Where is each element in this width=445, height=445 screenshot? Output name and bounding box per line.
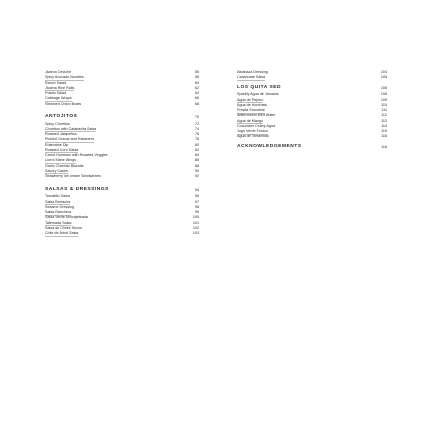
toc-entry-page-number: 64 xyxy=(194,91,199,95)
antojitos-entries xyxy=(45,122,201,180)
toc-entry-page-number: 113 xyxy=(381,118,387,123)
toc-entry-title: Agua de Mango xyxy=(237,118,264,123)
toc-entry-page-number: 76 xyxy=(194,132,199,137)
toc-entry-page-number: 86 xyxy=(194,158,199,163)
toc-entry-title: Albahaca Dressing xyxy=(237,70,268,74)
toc-entry-page-number: 72 xyxy=(194,121,199,126)
toc-entry-title: Jicama Rice Rolls xyxy=(45,85,75,90)
toc-entry-page-number: 56 xyxy=(194,70,199,74)
toc-entry-page-number: 97 xyxy=(194,199,199,204)
section-title: ACKNOWLEDGEMENTS xyxy=(237,144,302,150)
toc-entry[interactable] xyxy=(45,231,201,236)
section-heading-antojitos[interactable] xyxy=(45,113,201,121)
toc-entry[interactable] xyxy=(237,134,389,139)
toc-entry-title: Jugo Verde Fusion xyxy=(237,129,268,134)
toc-entry-title: Garlic Cheddar Biscuits xyxy=(45,163,84,168)
toc-entry-title: Sesame Dressing xyxy=(45,204,75,209)
toc-entry-page-number: 115 xyxy=(381,129,387,134)
toc-entry-title: Edamame Dip xyxy=(45,142,69,147)
toc-right-column xyxy=(237,70,389,152)
toc-entry-title: Savory Cakes xyxy=(45,168,68,173)
toc-entry[interactable] xyxy=(237,75,389,80)
section-heading-acknowledgements[interactable] xyxy=(237,143,389,151)
toc-entry-page-number: 110 xyxy=(381,102,387,107)
toc-entry-title: Salsa Verde Molcajeteada xyxy=(45,215,88,220)
toc-entry-page-number: 100 xyxy=(192,215,199,220)
toc-entry-page-number: 103 xyxy=(192,231,199,236)
toc-entry-title: Cacahuate Salsa xyxy=(237,75,266,80)
toc-entry-page-number: 58 xyxy=(194,75,199,80)
toc-entry-page-number: 84 xyxy=(194,153,199,158)
toc-entry-title: Spicy Churritos xyxy=(45,121,71,126)
toc-entry-page-number: 62 xyxy=(194,85,199,90)
toc-entry-title: Tatemada Salsa xyxy=(45,220,72,225)
toc-entry-page-number: 98 xyxy=(194,204,199,209)
toc-entry-title: Salsa de Chiles Secos xyxy=(45,225,82,230)
left-top-entries xyxy=(45,70,201,107)
toc-entry-page-number: 104 xyxy=(380,70,387,74)
toc-entry-title: Strawberry Ice cream Sandwiches xyxy=(45,174,101,179)
toc-entry-title: Jicama Ceviche xyxy=(45,70,72,74)
toc-entry-title: Salsa Borracha xyxy=(45,199,71,204)
toc-entry-page-number: 68 xyxy=(194,101,199,106)
toc-entry-page-number: 96 xyxy=(194,194,199,199)
toc-entry-page-number: 102 xyxy=(192,225,199,230)
toc-entry-title: Roasted Jalapeños xyxy=(45,132,77,137)
toc-entry-page-number: 60 xyxy=(194,80,199,85)
toc-entry-page-number: 90 xyxy=(194,168,199,173)
toc-entry-title: Watermelon Mint Water xyxy=(237,113,276,118)
toc-entry-page-number: 101 xyxy=(192,220,199,225)
toc-entry-page-number: 108 xyxy=(380,92,387,97)
toc-entry-title: Agua de Pepino xyxy=(237,97,264,102)
toc-entry-page-number: 74 xyxy=(194,126,199,131)
toc-entry-title: Agua de Tamarindo xyxy=(237,134,269,139)
toc-entry-title: Ranch Salad xyxy=(45,80,67,85)
toc-entry-page-number: 88 xyxy=(194,163,199,168)
toc-entry-page-number: 92 xyxy=(194,174,199,179)
toc-entry-title: Cabbage Wraps xyxy=(45,96,72,101)
toc-entry-page-number: 114 xyxy=(381,123,387,128)
toc-entry-title: Carrot Hummus with Roasted Veggies xyxy=(45,153,108,158)
salsas-entries xyxy=(45,194,201,236)
toc-entry-title: Salsa Ranchera xyxy=(45,210,72,215)
toc-entry-page-number: 66 xyxy=(194,96,199,101)
toc-entry-title: Chile de Árbol Salsa xyxy=(45,231,79,236)
toc-entry-page-number: 99 xyxy=(194,210,199,215)
toc-entry-page-number: 116 xyxy=(381,134,387,139)
toc-entry-title: Agua de Horchata xyxy=(237,102,267,107)
toc-entry-title: Fresita Smoothie xyxy=(237,108,265,113)
toc-entry-title: Roasted Corn Salad xyxy=(45,147,79,152)
toc-entry-page-number: 105 xyxy=(380,75,387,80)
section-heading-los-quita-sed[interactable] xyxy=(237,84,389,92)
section-page-number: 106 xyxy=(380,86,387,90)
toc-entry[interactable] xyxy=(45,174,201,179)
section-title: LOS QUITA SED xyxy=(237,85,281,90)
toc-entry[interactable] xyxy=(45,102,201,107)
section-heading-salsas-dressings[interactable] xyxy=(45,186,201,194)
toc-entry-title: Potato Salad xyxy=(45,91,67,95)
section-page-number: 94 xyxy=(194,187,199,192)
toc-entry-page-number: 78 xyxy=(194,137,199,142)
toc-entry-page-number: 82 xyxy=(194,147,199,152)
toc-entry-page-number: 109 xyxy=(380,97,387,102)
section-page-number: 70 xyxy=(194,115,199,120)
toc-entry-title: Churritos with Calabacita Salsa xyxy=(45,126,97,131)
toc-entry-page-number: 112 xyxy=(381,113,387,118)
section-title: ANTOJITOS xyxy=(45,114,78,120)
toc-entry-title: Cucumber Celery Agua xyxy=(237,123,276,128)
section-title: SALSAS & DRESSINGS xyxy=(45,186,109,192)
toc-entry-page-number: 80 xyxy=(194,142,199,147)
toc-entry-title: Sparkly Agua de Jamaica xyxy=(237,92,279,97)
toc-entry-title: Steamed Onion Boats xyxy=(45,101,82,106)
los-quita-sed-entries xyxy=(237,92,389,139)
toc-entry-title: Lion's Mane Wings xyxy=(45,158,77,163)
right-top-entries xyxy=(237,70,389,81)
section-page-number: 118 xyxy=(381,145,387,150)
toc-entry-title: Spicy Avocado Noodles xyxy=(45,75,84,80)
toc-entry-title: Tomatillo Salsa xyxy=(45,194,70,199)
toc-entry-title: Pickled Onions and Habanero xyxy=(45,137,94,142)
toc-entry-page-number: 111 xyxy=(381,108,387,113)
toc-left-column xyxy=(45,70,201,236)
